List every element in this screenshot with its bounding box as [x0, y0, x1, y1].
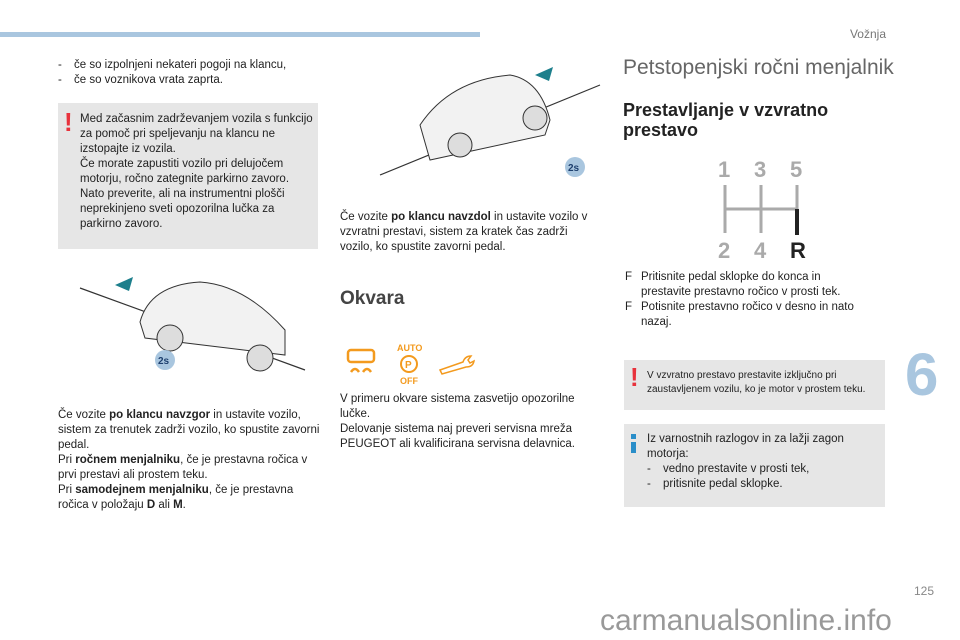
- text: Pri: [58, 454, 76, 466]
- text: .: [182, 499, 186, 511]
- subsection-heading: Prestavljanje v vzvratno prestavo: [623, 100, 829, 140]
- text: ročnem menjalniku: [75, 454, 181, 466]
- badge: 2s: [568, 163, 580, 174]
- wrench-icon: [440, 356, 474, 374]
- info-icon: [631, 434, 636, 439]
- step: Pritisnite pedal sklopke do konca in prestavite prestavno ročico v prosti tek.: [641, 271, 841, 298]
- svg-text:5: 5: [790, 157, 803, 182]
- text: V primeru okvare sistema zasvetijo opozorilne lučke.: [340, 393, 575, 420]
- info-text: Iz varnostnih razlogov in za lažji zagon motorja: - vedno prestavite v prosti tek, - pritisnite pedal sklopke.: [647, 432, 879, 492]
- text: samodejnem menjalniku: [75, 484, 209, 496]
- text: in ustavite vozilo v vzvratni prestavi, sistem za kratek čas zadrži vozilo, ko spustite zavorni pedal.: [340, 211, 588, 253]
- text: ali: [155, 499, 174, 511]
- downhill-text: [340, 210, 602, 255]
- chapter-number: 6: [905, 341, 939, 408]
- svg-text:R: R: [790, 238, 806, 263]
- svg-text:1: 1: [718, 157, 731, 182]
- text: , če je prestavna ročica v prvi prestavi ali prostem teku.: [58, 454, 308, 481]
- section-title-gearbox: Petstopenjski ročni menjalnik: [623, 56, 894, 79]
- warning-text: [80, 112, 316, 232]
- page-number: 125: [914, 584, 935, 598]
- fault-text: [340, 392, 605, 452]
- step-marker: F: [625, 301, 633, 313]
- text: in ustavite vozilo, sistem za trenutek zadrži vozilo, ko spustite zavorni pedal.: [58, 409, 320, 451]
- skid-icon: [348, 350, 374, 372]
- warning-icon: !: [630, 362, 639, 392]
- uphill-text: [58, 408, 322, 513]
- bullet: če so voznikova vrata zaprta.: [74, 74, 223, 86]
- bullet: pritisnite pedal sklopke.: [663, 478, 783, 490]
- text: Če vozite: [340, 211, 392, 223]
- text: Iz varnostnih razlogov in za lažji zagon motorja:: [647, 433, 844, 460]
- step: Potisnite prestavno ročico v desno in nato nazaj.: [641, 301, 854, 328]
- downhill-car-illustration: [370, 40, 610, 200]
- steps-list: [625, 270, 865, 330]
- text: Delovanje sistema naj preveri servisna mreža PEUGEOT ali kvalificirana servisna delavnica.: [340, 423, 575, 450]
- text: po klancu navzdol: [391, 211, 491, 223]
- svg-text:3: 3: [754, 157, 767, 182]
- header-bar: [0, 32, 480, 37]
- watermark: carmanualsonline.info: [600, 604, 892, 637]
- svg-text:P: P: [405, 360, 412, 371]
- text: , če je prestavna ročica v položaju: [58, 484, 294, 511]
- warning-lamps-icons: [345, 342, 475, 387]
- warning-line: Če morate zapustiti vozilo pri delujočem motorju, ročno zategnite parkirno zavoro.: [80, 158, 290, 185]
- text: D: [146, 499, 156, 511]
- info-icon-stem: [631, 442, 636, 453]
- bullet: če so izpolnjeni nekateri pogoji na klancu,: [74, 59, 287, 71]
- text: Če vozite: [58, 409, 110, 421]
- auto-park-brake-icon: [397, 343, 422, 386]
- gear-shift-diagram: [710, 155, 810, 265]
- text: Pri: [58, 484, 76, 496]
- bullet: vedno prestavite v prosti tek,: [663, 463, 810, 475]
- uphill-car-illustration: [70, 260, 310, 380]
- svg-text:4: 4: [754, 238, 767, 263]
- text: po klancu navzgor: [109, 409, 211, 421]
- section-title: Vožnja: [849, 27, 886, 41]
- svg-text:AUTO: AUTO: [397, 343, 423, 353]
- warning-text: V vzvratno prestavo prestavite izključno pri zaustavljenem vozilu, ko je motor v prostem teku.: [647, 370, 866, 395]
- svg-text:2: 2: [718, 238, 731, 263]
- bullet-list: - če so izpolnjeni nekateri pogoji na klancu, - če so voznikova vrata zaprta.: [58, 59, 287, 86]
- text: M: [173, 499, 183, 511]
- svg-text:OFF: OFF: [400, 376, 418, 386]
- warning-line: Med začasnim zadrževanjem vozila s funkcijo za pomoč pri speljevanju na klancu ne izstopajte iz vozila.: [80, 113, 313, 155]
- warning-icon: !: [64, 107, 73, 137]
- badge: 2s: [158, 356, 170, 367]
- step-marker: F: [625, 271, 633, 283]
- warning-line: Nato preverite, ali na instrumentni plošči neprekinjeno sveti opozorilna lučka za parkirno zavoro.: [80, 188, 285, 230]
- section-heading-okvara: Okvara: [340, 288, 405, 309]
